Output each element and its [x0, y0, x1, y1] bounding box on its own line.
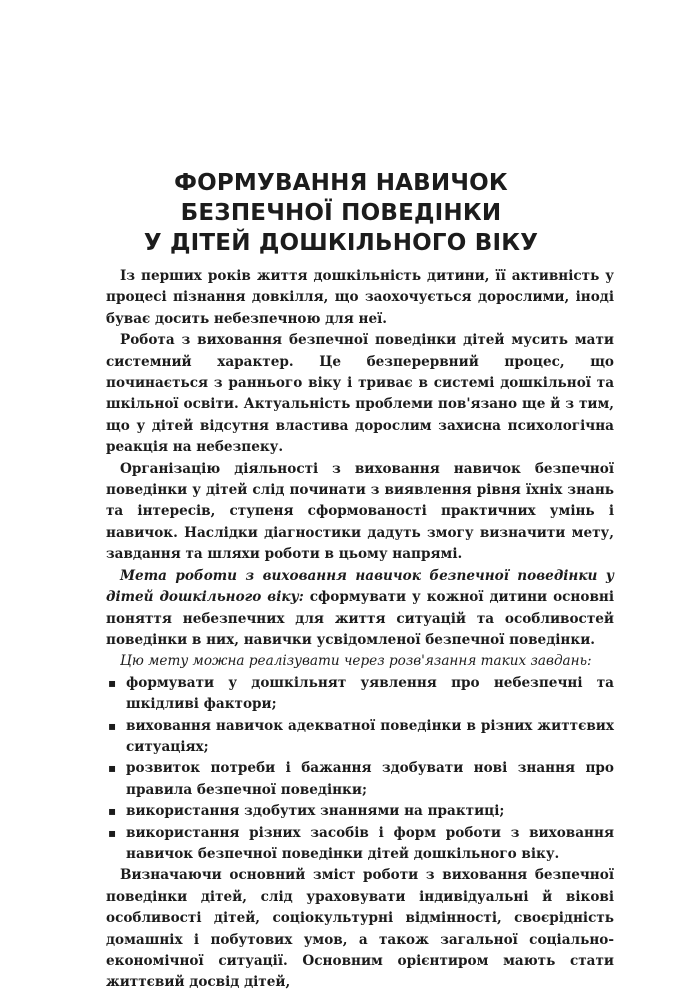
bullet-icon: ▪	[108, 825, 117, 840]
page-title	[60, 168, 622, 258]
list-item: ▪ формувати у дошкільнят уявлення про небезпечні та шкідливі фактори;	[108, 674, 614, 713]
paragraph-content: Визначаючи основний зміст роботи з виховання безпечної поведінки дітей, слід ураховувати індивідуальні й вікові особливості дітей, соціокультурні відмінності, своєрідність домашніх і побутових умов, а також загальної соціально-економічної ситуації. Основним орієнтиром мають стати життєвий досвід дітей,	[106, 867, 614, 991]
tasks-list	[106, 673, 614, 866]
title-line-3: У ДІТЕЙ ДОШКІЛЬНОГО ВІКУ	[143, 230, 539, 256]
paragraph-goal	[106, 566, 614, 652]
title-line-2: БЕЗПЕЧНОЇ ПОВЕДІНКИ	[180, 200, 502, 226]
bullet-icon: ▪	[108, 718, 117, 733]
title-line-1: ФОРМУВАННЯ НАВИЧОК	[174, 170, 508, 196]
tasks-intro: Цю мету можна реалізувати через розв'язання таких завдань:	[120, 653, 592, 670]
paragraph-system: Робота з виховання безпечної поведінки дітей мусить мати системний характер. Це безперервний процес, що починається з раннього віку і триває в системі дошкільної та шкільної освіти. Актуальність проблеми пов'язано ще й з тим, що у дітей відсутня властива дорослим захисна психологічна реакція на небезпеку.	[106, 332, 614, 456]
goal-lead: Мета роботи з виховання навичок безпечної поведінки у дітей дошкільного віку:	[106, 567, 614, 606]
bullet-icon: ▪	[108, 675, 117, 690]
paragraph-intro: Із перших років життя дошкільність дитини, її активність у процесі пізнання довкілля, що заохочується дорослими, іноді буває досить небезпечною для неї.	[106, 268, 614, 327]
bullet-icon: ▪	[108, 761, 117, 776]
list-item: ▪ виховання навичок адекватної поведінки в різних життєвих ситуаціях;	[108, 717, 614, 755]
list-item: ▪ використання різних засобів і форм роботи з виховання навичок безпечної поведінки дітей дошкільного віку.	[108, 824, 614, 862]
article-body	[106, 266, 614, 994]
list-item: ▪ використання здобутих знаннями на практиці;	[106, 801, 614, 822]
bullet-icon: ▪	[108, 804, 117, 819]
goal-text: сформувати у кожної дитини основні поняття небезпечних для життя ситуацій та особливостей поведінки в них, навички усвідомленої безпечної поведінки.	[106, 589, 615, 648]
paragraph-organization: Організацію діяльності з виховання навичок безпечної поведінки у дітей слід починати з виявлення рівня їхніх знань та інтересів, ступеня сформованості практичних умінь і навичок. Наслідки діагностики дадуть змогу визначити мету, завдання та шляхи роботи в цьому напрямі.	[106, 460, 614, 563]
list-item: ▪ розвиток потреби і бажання здобувати нові знання про правила безпечної поведінки;	[108, 760, 614, 798]
